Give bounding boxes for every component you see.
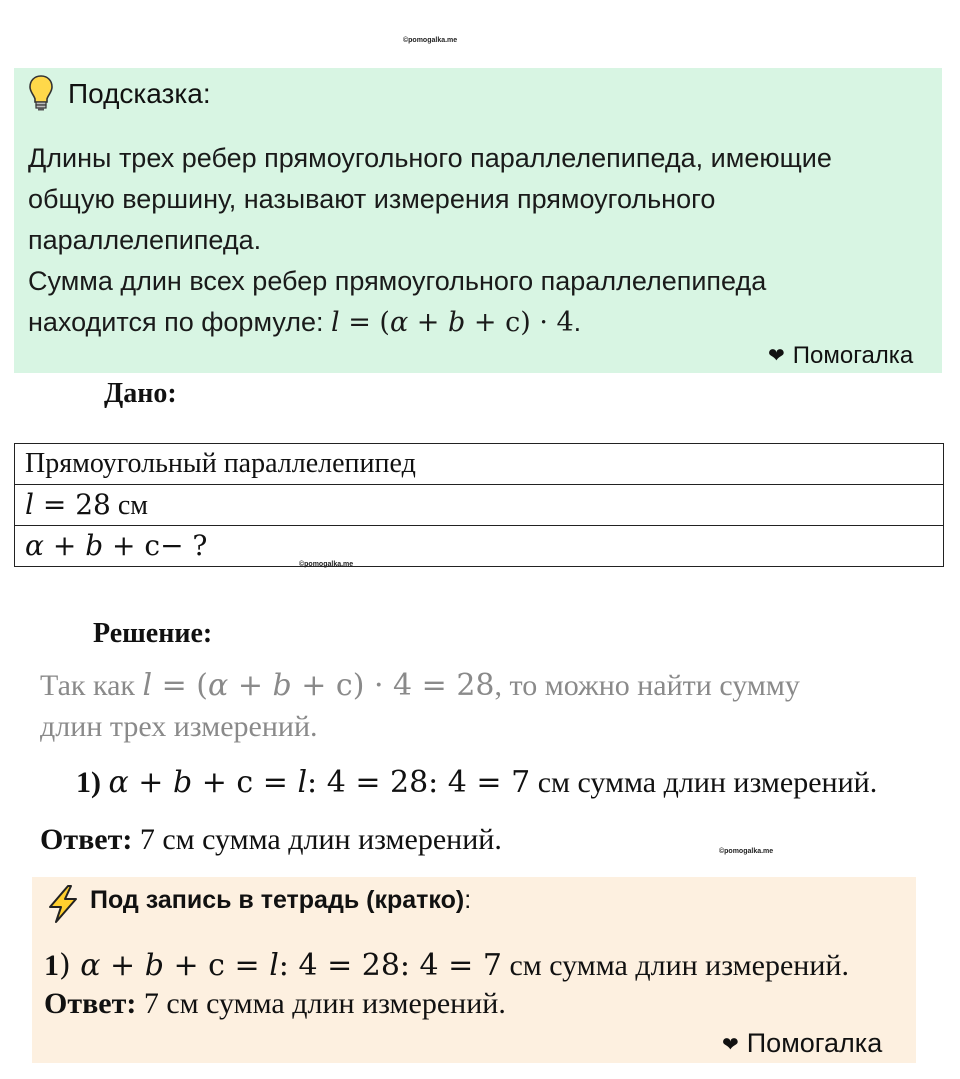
solution-text-suffix: , то можно найти сумму [494,669,800,702]
answer-label: Ответ: [40,823,133,856]
notebook-step-suffix: см сумма длин измерений. [501,949,849,982]
given-length: l = 28 см [15,485,944,526]
perimeter-formula: l = (α + b + c) · 4 [331,307,574,338]
solution-text-prefix: Так как [40,669,143,702]
watermark: ©pomogalka.me [299,561,354,568]
solution-formula: l = (α + b + c) · 4 = 28 [142,668,495,703]
hint-text [28,138,933,343]
notebook-title-colon: : [464,886,472,914]
lightning-icon [44,884,82,924]
watermark: ©pomogalka.me [403,37,458,44]
notebook-step-formula: ) α + b + c = l: 4 = 28: 4 = 7 [59,948,502,983]
answer-text: 7 см сумма длин измерений. [132,823,502,856]
hint-line: Сумма длин всех ребер прямоугольного параллелепипеда [28,266,767,296]
brand-label [768,342,913,370]
table-row [15,444,944,485]
heart-icon: ❤ [768,345,785,367]
solution-text [40,665,920,747]
notebook-title [90,886,471,915]
notebook-answer-label: Ответ: [44,987,137,1020]
solution-step [76,765,877,800]
step-formula: α + b + c = l: 4 = 28: 4 = 7 [108,765,531,800]
notebook-title-text: Под запись в тетрадь (кратко) [90,886,465,914]
hint-line: общую вершину, называют измерения прямоугольного [28,184,716,214]
given-shape: Прямоугольный параллелепипед [15,444,944,485]
lightbulb-icon [28,74,54,112]
given-table [14,443,944,567]
brand-text: Помогалка [746,1028,883,1058]
hint-title: Подсказка: [68,78,211,109]
table-row [15,485,944,526]
table-row [15,526,944,567]
given-title: Дано: [104,378,177,409]
heart-icon: ❤ [722,1034,739,1056]
given-find: α + b + c− ? [15,526,944,567]
brand-label [722,1028,882,1059]
answer-line [40,823,502,857]
hint-line: параллелепипеда. [28,225,262,255]
hint-formula-line: находится по формуле: l = (α + b + c) · 4. [28,307,582,338]
solution-title: Решение: [93,618,213,649]
notebook-answer-text: 7 см сумма длин измерений. [136,987,506,1020]
given-length-unit: см [110,490,149,521]
watermark: ©pomogalka.me [719,848,774,855]
brand-text: Помогалка [792,342,914,369]
step-number: 1) [76,766,101,799]
given-length-value: 28 [75,488,111,521]
notebook-step [44,948,849,983]
step-suffix: см сумма длин измерений. [530,766,878,799]
hint-line: Длины трех ребер прямоугольного параллелепипеда, имеющие [28,143,832,173]
hint-formula-prefix: находится по формуле: [28,307,331,337]
solution-text-line2: длин трех измерений. [40,710,318,743]
notebook-step-number: 1 [44,949,59,982]
notebook-answer [44,987,506,1021]
